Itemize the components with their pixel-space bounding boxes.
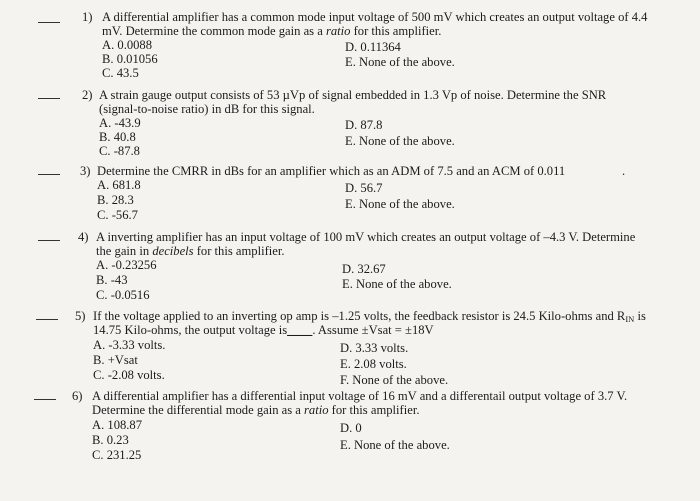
question-3-option-e[interactable]: E. None of the above. bbox=[345, 197, 455, 211]
question-6-option-b[interactable]: B. 0.23 bbox=[92, 433, 129, 447]
question-4-option-b[interactable]: B. -43 bbox=[96, 273, 128, 287]
question-5-option-a[interactable]: A. -3.33 volts. bbox=[93, 338, 166, 352]
answer-blank-1[interactable] bbox=[38, 22, 60, 23]
question-3-option-a[interactable]: A. 681.8 bbox=[97, 178, 141, 192]
question-4-option-c[interactable]: C. -0.0516 bbox=[96, 288, 150, 302]
answer-blank-2[interactable] bbox=[38, 98, 60, 99]
answer-blank-5[interactable] bbox=[36, 319, 58, 320]
question-3-option-c[interactable]: C. -56.7 bbox=[97, 208, 138, 222]
question-1-line-1: A differential amplifier has a common mode input voltage of 500 mV which creates an output voltage of 4.4 bbox=[102, 10, 648, 24]
question-5-line-2: 14.75 Kilo-ohms, the output voltage is____. Assume ±Vsat = ±18V bbox=[93, 323, 434, 337]
question-1-option-b[interactable]: B. 0.01056 bbox=[102, 52, 158, 66]
question-4-option-e[interactable]: E. None of the above. bbox=[342, 277, 452, 291]
question-1-option-c[interactable]: C. 43.5 bbox=[102, 66, 139, 80]
question-2-option-b[interactable]: B. 40.8 bbox=[99, 130, 136, 144]
answer-blank-3[interactable] bbox=[38, 174, 60, 175]
question-3-option-d[interactable]: D. 56.7 bbox=[345, 181, 383, 195]
question-5-option-f[interactable]: F. None of the above. bbox=[340, 373, 449, 387]
question-6-option-c[interactable]: C. 231.25 bbox=[92, 448, 142, 462]
question-6-option-e[interactable]: E. None of the above. bbox=[340, 438, 450, 452]
answer-blank-4[interactable] bbox=[38, 240, 60, 241]
question-6-option-a[interactable]: A. 108.87 bbox=[92, 418, 143, 432]
question-2-option-a[interactable]: A. -43.9 bbox=[99, 116, 141, 130]
answer-blank-6[interactable] bbox=[34, 399, 56, 400]
question-4-option-d[interactable]: D. 32.67 bbox=[342, 262, 386, 276]
question-4-line-2: the gain in decibels for this amplifier. bbox=[96, 244, 285, 258]
question-3-number: 3) bbox=[80, 164, 91, 178]
question-5-option-e[interactable]: E. 2.08 volts. bbox=[340, 357, 407, 371]
question-2-line-2: (signal-to-noise ratio) in dB for this signal. bbox=[99, 102, 315, 116]
question-2-option-d[interactable]: D. 87.8 bbox=[345, 118, 383, 132]
question-4-option-a[interactable]: A. -0.23256 bbox=[96, 258, 157, 272]
question-6-option-d[interactable]: D. 0 bbox=[340, 421, 362, 435]
question-5-option-c[interactable]: C. -2.08 volts. bbox=[93, 368, 165, 382]
question-5-number: 5) bbox=[75, 309, 86, 323]
question-1-number: 1) bbox=[82, 10, 93, 24]
question-6-line-2: Determine the differential mode gain as a ratio for this amplifier. bbox=[92, 403, 420, 417]
question-1-option-a[interactable]: A. 0.0088 bbox=[102, 38, 153, 52]
question-1-option-d[interactable]: D. 0.11364 bbox=[345, 40, 401, 54]
question-2-option-e[interactable]: E. None of the above. bbox=[345, 134, 455, 148]
question-4-number: 4) bbox=[78, 230, 89, 244]
question-4-line-1: A inverting amplifier has an input voltage of 100 mV which creates an output voltage of –4.3 V. Determine bbox=[96, 230, 636, 244]
question-2-option-c[interactable]: C. -87.8 bbox=[99, 144, 140, 158]
question-3-line-1: Determine the CMRR in dBs for an amplifier which as an ADM of 7.5 and an ACM of 0.011 bbox=[97, 164, 566, 178]
question-5-option-b[interactable]: B. +Vsat bbox=[93, 353, 138, 367]
question-2-line-1: A strain gauge output consists of 53 µVp of signal embedded in 1.3 Vp of noise. Determine the SNR bbox=[99, 88, 607, 102]
question-1-line-2: mV. Determine the common mode gain as a ratio for this amplifier. bbox=[102, 24, 442, 38]
question-6-number: 6) bbox=[72, 389, 83, 403]
question-6-line-1: A differential amplifier has a differential input voltage of 16 mV and a differentail output voltage of 3.7 V. bbox=[92, 389, 628, 403]
question-5-line-1: If the voltage applied to an inverting op amp is –1.25 volts, the feedback resistor is 24.5 Kilo-ohms and RIN is bbox=[93, 309, 646, 324]
question-5-option-d[interactable]: D. 3.33 volts. bbox=[340, 341, 409, 355]
question-3-option-b[interactable]: B. 28.3 bbox=[97, 193, 134, 207]
question-1-option-e[interactable]: E. None of the above. bbox=[345, 55, 455, 69]
question-2-number: 2) bbox=[82, 88, 93, 102]
question-3-line-1-tail: . bbox=[622, 164, 626, 178]
